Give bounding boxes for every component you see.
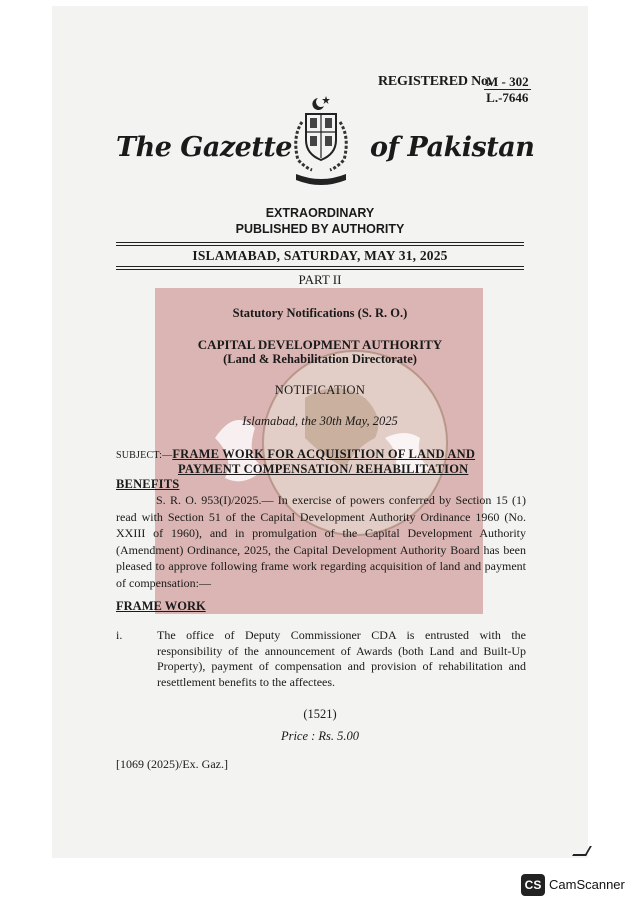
subject-line-1: FRAME WORK FOR ACQUISITION OF LAND AND <box>172 447 476 461</box>
camscanner-logo-icon: CS <box>521 874 545 896</box>
item-number: i. <box>116 628 123 642</box>
gazette-title-left: The Gazette <box>116 132 292 163</box>
notification-heading: NOTIFICATION <box>274 383 366 397</box>
extraordinary-banner <box>0 205 640 237</box>
gazette-title-right: of Pakistan <box>370 132 535 163</box>
subject-label: SUBJECT:— <box>116 450 173 461</box>
registered-denominator: L.-7646 <box>486 90 529 105</box>
published-label: PUBLISHED BY AUTHORITY <box>235 222 405 236</box>
rule-bottom <box>116 266 524 267</box>
dateline: ISLAMABAD, SATURDAY, MAY 31, 2025 <box>192 248 448 263</box>
price: Price : Rs. 5.00 <box>280 729 360 743</box>
registered-numerator: M - 302 <box>486 74 529 89</box>
place-date: Islamabad, the 30th May, 2025 <box>242 414 398 428</box>
item-text: The office of Deputy Commissioner CDA is entrusted with the responsibility of the announcement of Awards (both Land and Built-Up Property), payment of compensation and provision of rehabilitation and resettlement benefits to the affectees. <box>157 628 526 689</box>
frame-work-heading: FRAME WORK <box>116 599 206 613</box>
rule-top <box>116 242 524 243</box>
authority-name: CAPITAL DEVELOPMENT AUTHORITY <box>197 337 443 352</box>
subject-line-2: PAYMENT COMPENSATION/ REHABILITATION BENEFITS <box>116 462 469 491</box>
gazette-reference: [1069 (2025)/Ex. Gaz.] <box>116 757 228 771</box>
sro-heading: Statutory Notifications (S. R. O.) <box>232 306 408 320</box>
rule-bottom-thin <box>116 269 524 270</box>
directorate-name: (Land & Rehabilitation Directorate) <box>223 352 417 366</box>
page-number: (1521) <box>303 707 337 721</box>
camscanner-label: CamScanner <box>549 877 625 892</box>
registered-number <box>484 74 531 105</box>
extraordinary-label: EXTRAORDINARY <box>265 206 375 220</box>
state-emblem-icon <box>282 92 360 197</box>
subject-block <box>116 447 524 492</box>
sro-paragraph: S. R. O. 953(I)/2025.— In exercise of powers conferred by Section 15 (1) read with Section 51 of the Capital Development Authority Ordinance 1960 (No. XXIII of 1960), and in promulgation of the Capital Development Authority (Amendment) Ordinance, 2025, the Capital Development Authority Board has been pleased to approve following frame work regarding acquisition of land and payment of compensation:— <box>116 493 526 590</box>
registered-label: REGISTERED No. <box>378 74 492 89</box>
part-label: PART II <box>298 272 342 287</box>
rule-top-thin <box>116 245 524 246</box>
